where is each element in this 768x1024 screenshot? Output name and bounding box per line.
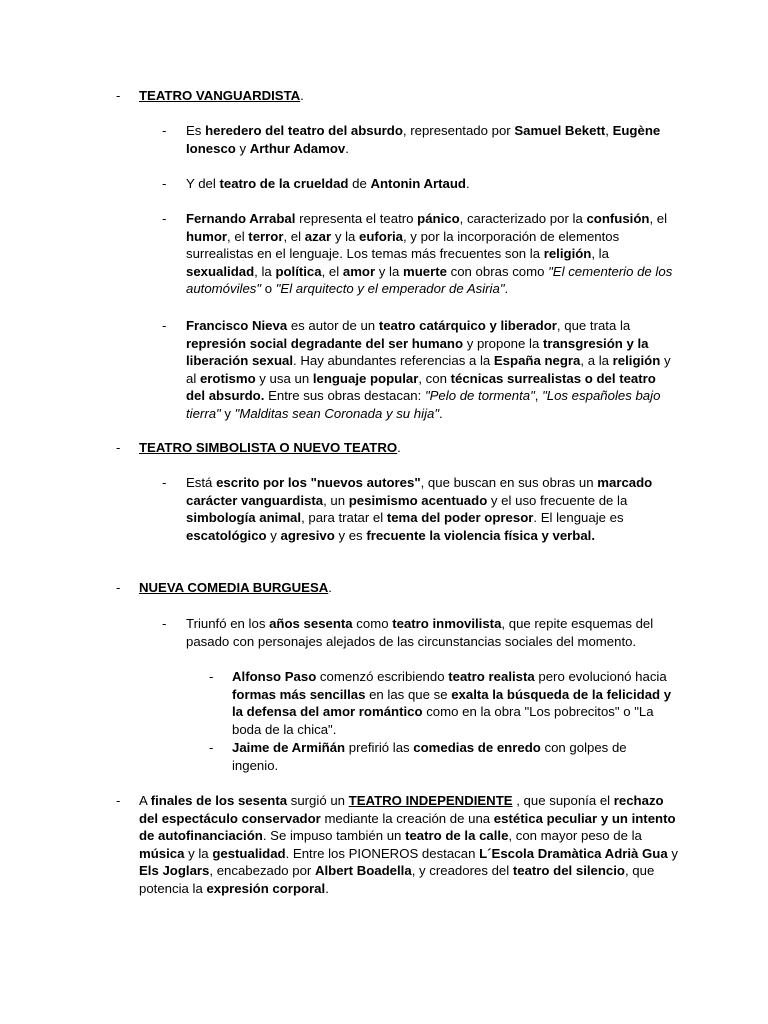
text-run: , encabezado por <box>209 863 315 879</box>
text-run: finales de los sesenta <box>150 793 288 808</box>
paragraph <box>232 668 672 738</box>
bullet-dash: - <box>162 475 167 490</box>
text-run: con golpes de ingenio. <box>232 740 627 773</box>
text-run: , que suponía el <box>512 793 614 808</box>
text-run: . El lenguaje es <box>533 510 624 526</box>
text-run: Arthur Adamov <box>249 140 346 156</box>
text-run: representa el teatro <box>295 211 418 226</box>
paragraph <box>186 474 678 544</box>
text-run: y la <box>331 228 360 244</box>
text-run: , el <box>649 211 668 226</box>
text-run: y <box>266 527 281 543</box>
text-run: y propone la <box>463 335 543 351</box>
text-run: . <box>439 405 443 421</box>
text-run: sexualidad <box>186 263 255 279</box>
text-run: agresivo <box>280 527 335 543</box>
text-run: . <box>345 140 349 156</box>
text-run: amor <box>342 263 376 279</box>
bullet-dash: - <box>162 211 167 226</box>
text-run: Está <box>186 475 217 490</box>
text-run: religión <box>612 353 661 369</box>
text-run: y <box>667 845 678 861</box>
text-run: Entre sus obras destacan: <box>264 388 425 404</box>
paragraph <box>232 739 672 774</box>
text-run: , que potencia la <box>139 863 655 896</box>
text-run: tema del poder opresor <box>386 510 534 526</box>
text-run: Alfonso Paso <box>232 669 317 684</box>
text-run: y la <box>184 845 213 861</box>
text-run: "Malditas sean Coronada y su hija" <box>234 405 440 421</box>
paragraph <box>186 175 678 193</box>
text-run: Francisco Nieva <box>186 318 288 333</box>
text-run: expresión corporal <box>206 880 326 896</box>
text-run: religión <box>543 246 592 262</box>
text-run: , <box>534 388 543 404</box>
text-run: L´Escola Dramàtica Adrià Gua <box>479 845 668 861</box>
bullet-dash: - <box>209 740 214 755</box>
bullet-dash: - <box>209 669 214 684</box>
text-run: y la <box>375 263 403 279</box>
text-run: y es <box>334 527 367 543</box>
text-run: teatro de la crueldad <box>219 176 349 191</box>
text-run: humor <box>186 228 228 244</box>
text-run: Antonin Artaud <box>370 176 466 191</box>
text-run: Samuel Bekett <box>514 123 606 138</box>
bullet-dash: - <box>116 793 121 808</box>
text-run: . Se impuso también un <box>262 828 406 844</box>
text-run: , el <box>227 228 249 244</box>
text-run: teatro realista <box>448 669 535 684</box>
text-run: mediante la creación de una <box>320 810 494 826</box>
paragraph <box>186 122 678 157</box>
bullet-dash: - <box>116 440 121 455</box>
text-run: , un <box>323 492 349 508</box>
text-run: Jaime de Armiñán <box>232 740 346 755</box>
text-run: . Entre los PIONEROS destacan <box>285 845 480 861</box>
bullet-dash: - <box>116 88 121 103</box>
text-run: de <box>348 176 371 191</box>
text-run: exalta la búsqueda de la felicidad y la defensa del amor romántico <box>232 686 672 720</box>
text-run: , el <box>321 263 343 279</box>
text-run: , representado por <box>402 123 515 138</box>
text-run: pánico <box>417 211 460 226</box>
text-run: , caracterizado por la <box>459 211 587 226</box>
text-run: , y por la incorporación de elementos surrealistas en el lenguaje. Los temas más frecuentes son la <box>186 228 620 262</box>
text-run: confusión <box>586 211 650 226</box>
text-run: , <box>605 123 613 138</box>
bullet-dash: - <box>162 616 167 631</box>
text-run: . <box>465 176 470 191</box>
text-run: "Pelo de tormenta" <box>424 388 535 404</box>
text-run: formas más sencillas <box>232 686 366 702</box>
text-run: prefirió las <box>345 740 414 755</box>
text-run: con obras como <box>446 263 549 279</box>
text-run: transgresión y la liberación sexual <box>186 335 649 369</box>
text-run: técnicas surrealistas o del teatro del absurdo. <box>186 370 656 404</box>
text-run: en las que se <box>365 686 452 702</box>
text-run: , que repite esquemas del pasado con personajes alejados de las circunstancias sociales del momento. <box>186 616 654 649</box>
text-run: política <box>275 263 322 279</box>
text-run: "Los españoles bajo tierra" <box>186 388 661 421</box>
text-run: comenzó escribiendo <box>316 669 449 684</box>
heading-text: TEATRO SIMBOLISTA O NUEVO TEATRO <box>139 440 398 455</box>
bullet-dash: - <box>162 123 167 138</box>
text-run: "El arquitecto y el emperador de Asiria" <box>275 281 505 297</box>
text-run: y el uso frecuente de la <box>487 492 628 508</box>
text-run: como en la obra "Los pobrecitos" o "La boda de la chica". <box>232 704 654 737</box>
text-run: heredero del teatro del absurdo <box>205 123 403 138</box>
paragraph <box>186 210 678 298</box>
text-run: . <box>325 880 329 896</box>
paragraph <box>186 615 678 650</box>
text-run: erotismo <box>199 370 256 386</box>
text-run: escatológico <box>186 527 267 543</box>
text-run: Es <box>186 123 206 138</box>
text-run: muerte <box>402 263 447 279</box>
text-run: pesimismo acentuado <box>348 492 488 508</box>
text-run: , con <box>418 370 451 386</box>
text-run: rechazo del espectáculo conservador <box>139 793 664 826</box>
text-run: , la <box>254 263 276 279</box>
text-run: lenguaje popular <box>312 370 419 386</box>
text-run: y usa un <box>255 370 313 386</box>
text-run: es autor de un <box>287 318 379 333</box>
text-run: , a la <box>580 353 613 369</box>
text-run: años sesenta <box>269 616 353 631</box>
text-run: surgió un <box>287 793 349 808</box>
text-run: gestualidad <box>212 845 286 861</box>
text-run: como <box>352 616 393 631</box>
text-run: Els Joglars <box>139 863 210 879</box>
text-run: "El cementerio de los automóviles" <box>186 263 673 297</box>
text-run: teatro catárquico y liberador <box>378 318 557 333</box>
text-run: TEATRO INDEPENDIENTE <box>348 793 513 808</box>
text-run: Triunfó en los <box>186 616 270 631</box>
text-run: o <box>261 281 276 297</box>
text-run: , que buscan en sus obras un <box>420 475 598 490</box>
text-run: pero evolucionó hacia <box>534 669 667 684</box>
text-run: comedias de enredo <box>413 740 541 755</box>
document-page: - TEATRO VANGUARDISTA. - Es heredero del teatro del absurdo, representado por Samuel Bekett, Eugène Ionesco y Arthur Adamov. - Y del teatro de la crueldad de Antonin Artaud. - Fernando Arrabal representa el teatro pánico, caracterizado por la confusión, el humor, el terror, el azar y la euforia, y por la incorporación de elementos surrealistas en el lenguaje. Los temas más frecuentes son la religión, la sexualidad, la política, el amor y la muerte con obras como "El cementerio de los automóviles" o "El arquitecto y el emperador de Asiria". - Francisco Nieva es autor de un teatro catárquico y liberador, que trata la represión social degradante del ser humano y propone la transgresión y la liberación sexual. Hay abundantes referencias a la España negra, a la religión y al erotismo y usa un lenguaje popular, con técnicas surrealistas o del teatro del absurdo. Entre sus obras destacan: "Pelo de tormenta", "Los españoles bajo tierra" y "Malditas sean Coronada y su hija". - TEATRO SIMBOLISTA O NUEVO TEATRO. - Está escrito por los "nuevos autores", que buscan en sus obras un marcado carácter vanguardista, un pesimismo acentuado y el uso frecuente de la simbología animal, para tratar el tema del poder opresor. El lenguaje es escatológico y agresivo y es frecuente la violencia física y verbal. - NUEVA COMEDIA BURGUESA. - Triunfó en los años sesenta como teatro inmovilista, que repite esquemas del pasado con personajes alejados de las circunstancias sociales del momento. - Alfonso Paso comenzó escribiendo teatro realista pero evolucionó hacia formas más sencillas en las que se exalta la búsqueda de la felicidad y la defensa del amor romántico como en la obra "Los pobrecitos" o "La boda de la chica". - Jaime de Armiñán prefirió las comedias de enredo con golpes de ingenio. - A finales de los sesenta surgió un TEATRO INDEPENDIENTE , que suponía el rechazo del espectáculo conservador mediante la creación de una estética peculiar y un intento de autofinanciación. Se impuso también un teatro de la calle, con mayor peso de la música y la gestualidad. Entre los PIONEROS destacan L´Escola Dramàtica Adrià Gua y Els Joglars, encabezado por Albert Boadella, y creadores del teatro del silencio, que potencia la expresión corporal. <box>116 88 678 896</box>
text-run: Y del <box>186 176 220 191</box>
text-run: marcado carácter vanguardista <box>186 475 653 508</box>
heading-text: TEATRO VANGUARDISTA <box>139 88 301 103</box>
text-run: , que trata la <box>556 318 631 333</box>
text-run: azar <box>304 228 332 244</box>
paragraph <box>139 792 679 898</box>
text-run: , para tratar el <box>301 510 387 526</box>
text-run: estética peculiar y un intento de autofinanciación <box>139 810 676 844</box>
text-run: España negra <box>493 353 581 369</box>
text-run: y al <box>186 353 671 386</box>
bullet-dash: - <box>162 318 167 333</box>
heading-text: NUEVA COMEDIA BURGUESA <box>139 580 329 595</box>
paragraph <box>186 317 678 423</box>
text-run: , y creadores del <box>411 863 513 879</box>
text-run: frecuente la violencia física y verbal. <box>366 527 596 543</box>
bullet-dash: - <box>116 580 121 595</box>
text-run: música <box>139 845 185 861</box>
text-run: terror <box>248 228 284 244</box>
text-run: simbología animal <box>186 510 302 526</box>
text-run: . <box>504 281 509 297</box>
text-run: , con mayor peso de la <box>508 828 642 844</box>
text-run: euforia <box>359 228 403 244</box>
text-run: teatro de la calle <box>405 828 509 844</box>
text-run: represión social degradante del ser humano <box>186 335 464 351</box>
text-run: . Hay abundantes referencias a la <box>293 353 494 369</box>
text-run: Albert Boadella <box>314 863 412 879</box>
text-run: escrito por los "nuevos autores" <box>216 475 421 490</box>
text-run: A <box>139 793 151 808</box>
text-run: teatro inmovilista <box>392 616 502 631</box>
text-run: Fernando Arrabal <box>186 211 296 226</box>
bullet-dash: - <box>162 176 167 191</box>
text-run: teatro del silencio <box>512 863 625 879</box>
text-run: Eugène Ionesco <box>186 123 661 156</box>
text-run: y <box>220 405 235 421</box>
text-run: , el <box>283 228 305 244</box>
text-run: y <box>235 140 250 156</box>
text-run: , la <box>591 246 609 262</box>
